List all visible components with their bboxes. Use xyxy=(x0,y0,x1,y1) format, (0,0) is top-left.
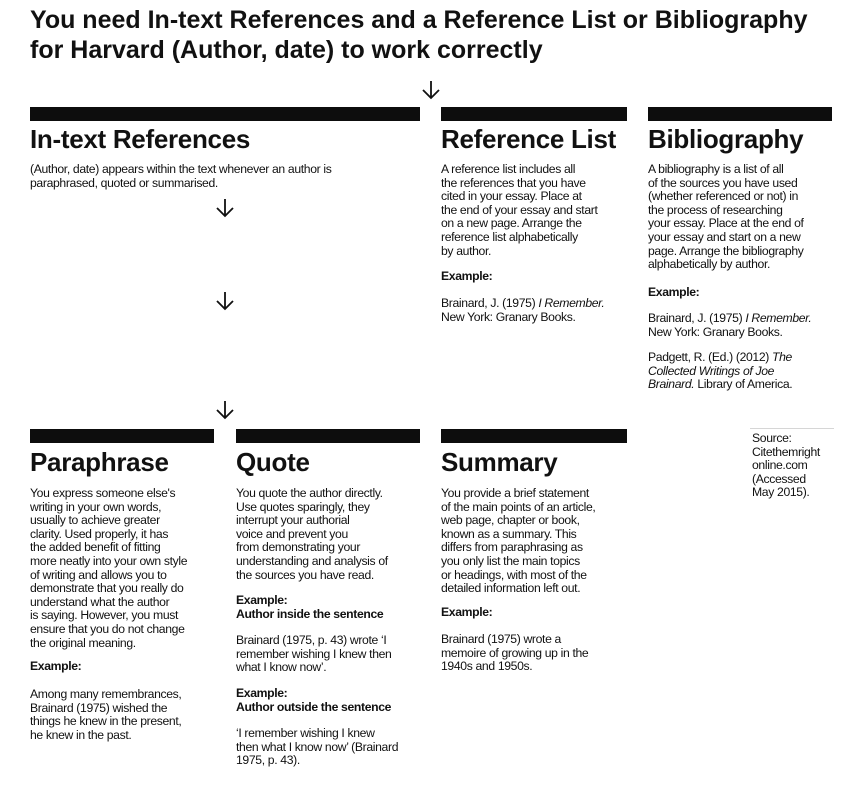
intext-description: (Author, date) appears within the text whenever an author is paraphrased, quoted or summarised. xyxy=(30,162,332,190)
summary-example: Brainard (1975) wrote a memoire of growing up in the 1940s and 1950s. xyxy=(441,632,589,674)
summary-description: You provide a brief statement of the main points of an article, web page, chapter or book, known as a summary. This differs from paraphrasing as you only list the main topics or headings, with most of the detailed information left out. xyxy=(441,486,596,596)
bibliography-example-label: Example: xyxy=(648,285,700,299)
bibliography-description: A bibliography is a list of all of the sources you have used (whether referenced or not) in the process of researching your essay. Place at the end of your essay and start on a new page. Arrange the bibliography alphabetically by author. xyxy=(648,162,804,272)
source-divider xyxy=(750,428,834,429)
reference-list-header-bar xyxy=(441,107,627,121)
quote-example-2-label: Example: Author outside the sentence xyxy=(236,686,392,714)
page-title-line-1: You need In-text References and a Reference List or Bibliography xyxy=(30,6,808,34)
down-arrow-icon xyxy=(215,198,235,218)
paraphrase-description: You express someone else's writing in your own words, usually to achieve greater clarity. Used properly, it has the added benefit of fitting more neatly into your own style of writing and allows you to demonstrate that you really do understand what the author is saying. However, you must ensure that you do not change the original meaning. xyxy=(30,486,188,650)
bibliography-header-bar xyxy=(648,107,832,121)
paraphrase-heading: Paraphrase xyxy=(30,447,169,477)
intext-heading: In-text References xyxy=(30,124,251,154)
down-arrow-icon xyxy=(421,80,441,100)
down-arrow-icon xyxy=(215,400,235,420)
source-note: Source: Citethemright online.com (Accessed May 2015). xyxy=(752,431,820,500)
bibliography-example-1: Brainard, J. (1975) I Remember. New York: Granary Books. xyxy=(648,311,812,339)
summary-header-bar xyxy=(441,429,627,443)
quote-example-2: ‘I remember wishing I knew then what I know now’ (Brainard 1975, p. 43). xyxy=(236,726,399,768)
page-title-line-2: for Harvard (Author, date) to work correctly xyxy=(30,36,543,64)
reference-list-example-label: Example: xyxy=(441,269,493,283)
reference-list-heading: Reference List xyxy=(441,124,616,154)
intext-header-bar xyxy=(30,107,420,121)
reference-list-description: A reference list includes all the references that you have cited in your essay. Place at the end of your essay and start on a new page. Arrange the reference list alphabetically by author. xyxy=(441,162,598,258)
summary-heading: Summary xyxy=(441,447,558,477)
quote-description: You quote the author directly. Use quotes sparingly, they interrupt your authorial voice and prevent you from demonstrating your understanding and analysis of the sources you have read. xyxy=(236,486,388,582)
page-title xyxy=(30,5,845,65)
bibliography-example-2: Padgett, R. (Ed.) (2012) The Collected Writings of Joe Brainard. Library of America. xyxy=(648,350,793,392)
bibliography-heading: Bibliography xyxy=(648,124,804,154)
quote-example-1-label: Example: Author inside the sentence xyxy=(236,593,384,621)
quote-example-1: Brainard (1975, p. 43) wrote ‘I remember wishing I knew then what I know now’. xyxy=(236,633,392,675)
quote-heading: Quote xyxy=(236,447,310,477)
reference-list-example: Brainard, J. (1975) I Remember. New York: Granary Books. xyxy=(441,296,605,324)
paraphrase-header-bar xyxy=(30,429,214,443)
down-arrow-icon xyxy=(215,291,235,311)
quote-header-bar xyxy=(236,429,420,443)
paraphrase-example: Among many remembrances, Brainard (1975) wished the things he knew in the present, he knew in the past. xyxy=(30,687,182,742)
summary-example-label: Example: xyxy=(441,605,493,619)
paraphrase-example-label: Example: xyxy=(30,659,82,673)
